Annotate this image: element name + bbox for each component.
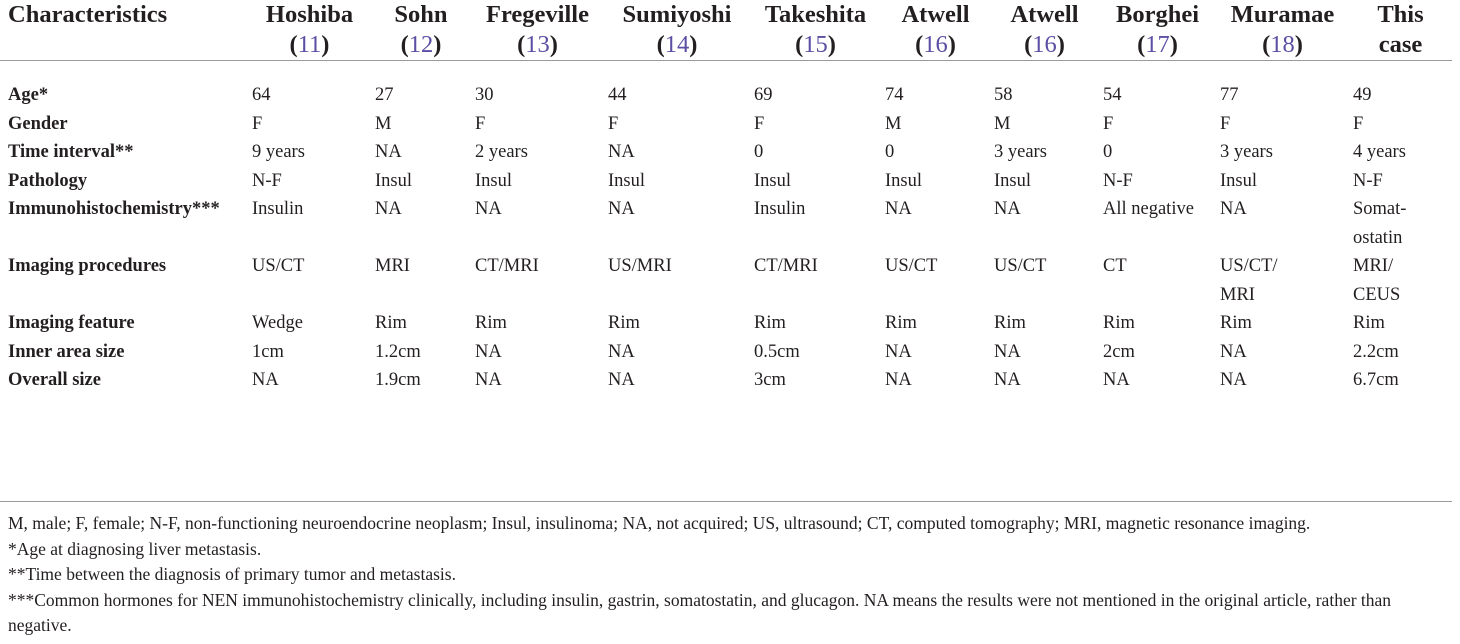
header-this-case: This case: [1349, 0, 1452, 61]
header-sohn: Sohn (12): [371, 0, 471, 61]
table-cell: F: [1103, 113, 1114, 134]
table-cell: 3 years: [1220, 142, 1273, 162]
table-cell: 1.2cm: [375, 341, 421, 362]
table-cell: Insul: [475, 170, 512, 191]
header-takeshita: Takeshita (15): [750, 0, 881, 61]
table-cell: NA: [375, 142, 402, 162]
table-cell: 77: [1220, 85, 1239, 105]
table-row: [0, 138, 1452, 167]
table-row: [0, 366, 1452, 409]
table-cell: Insul: [754, 170, 791, 191]
table-cell: 58: [994, 85, 1013, 105]
reference-link[interactable]: 15: [803, 31, 828, 58]
table-cell: 9 years: [252, 142, 305, 162]
header-atwell-2: Atwell (16): [990, 0, 1099, 61]
reference-link[interactable]: 18: [1270, 31, 1295, 58]
table-cell: US/CT: [885, 256, 938, 276]
table-cell: Somat- ostatin: [1353, 199, 1407, 248]
table-cell: NA: [994, 370, 1021, 390]
table-cell: 54: [1103, 85, 1122, 105]
header-muramae: Muramae (18): [1216, 0, 1349, 61]
table-cell: 0: [754, 142, 764, 162]
table-cell: NA: [608, 199, 635, 219]
reference-link[interactable]: 16: [1032, 31, 1057, 58]
table-cell: US/CT/ MRI: [1220, 256, 1278, 305]
table-cell: CT: [1103, 256, 1127, 276]
row-label: Overall size: [8, 370, 101, 390]
row-label: Age*: [8, 85, 49, 105]
table-cell: 44: [608, 85, 627, 105]
table-cell: NA: [475, 370, 502, 390]
table-cell: NA: [885, 199, 912, 219]
table-cell: NA: [475, 199, 502, 219]
table-cell: NA: [1220, 199, 1247, 219]
footnote-time-interval: **Time between the diagnosis of primary tumor and metastasis.: [8, 564, 456, 584]
table-cell: Rim: [754, 313, 786, 333]
table-cell: F: [754, 113, 765, 134]
table-cell: All negative: [1103, 199, 1194, 219]
header-row: [0, 0, 1452, 61]
table-cell: US/CT: [252, 256, 305, 276]
table-cell: NA: [885, 341, 912, 362]
table-cell: M: [994, 113, 1011, 134]
table-row: [0, 61, 1452, 110]
table-cell: N-F: [1353, 170, 1383, 191]
row-label: Inner area size: [8, 341, 125, 362]
table-body: [0, 61, 1452, 409]
table-cell: Insulin: [252, 199, 304, 219]
table-cell: 2.2cm: [1353, 341, 1399, 362]
table-row: [0, 309, 1452, 338]
table-cell: M: [885, 113, 902, 134]
table-cell: NA: [1220, 370, 1247, 390]
table-cell: 2 years: [475, 142, 528, 162]
table-cell: NA: [608, 142, 635, 162]
table-cell: Insulin: [754, 199, 806, 219]
footnote-age: *Age at diagnosing liver metastasis.: [8, 538, 262, 559]
table-cell: F: [608, 113, 619, 134]
row-label: Gender: [8, 113, 68, 134]
table-cell: 3cm: [754, 370, 786, 390]
table-cell: NA: [252, 370, 279, 390]
table-cell: 74: [885, 85, 904, 105]
table-footnotes: [8, 511, 1452, 639]
table-cell: NA: [994, 199, 1021, 219]
table-cell: 6.7cm: [1353, 370, 1399, 390]
table-cell: CT/MRI: [475, 256, 539, 276]
table-cell: NA: [608, 370, 635, 390]
table-cell: Insul: [885, 170, 922, 191]
table-cell: 64: [252, 85, 271, 105]
table-cell: Rim: [994, 313, 1026, 333]
reference-link[interactable]: 14: [664, 31, 690, 58]
table-cell: 69: [754, 85, 773, 105]
table-cell: MRI: [375, 256, 410, 276]
row-label: Time interval**: [8, 142, 134, 162]
table-cell: 4 years: [1353, 142, 1406, 162]
table-cell: 0: [885, 142, 895, 162]
table-row: [0, 167, 1452, 196]
table-cell: US/MRI: [608, 256, 672, 276]
footnote-abbreviations: M, male; F, female; N-F, non-functioning neuroendocrine neoplasm; Insul, insulinoma; NA, not acquired; US, ultrasound; CT, computed tomography; MRI, magnetic resonance imaging.: [8, 513, 1311, 533]
table-cell: M: [375, 113, 392, 134]
table-cell: CT/MRI: [754, 256, 818, 276]
table-cell: F: [1353, 113, 1364, 134]
table-cell: F: [1220, 113, 1231, 134]
table-cell: Rim: [1103, 313, 1135, 333]
table-cell: N-F: [252, 170, 282, 191]
row-label: Immunohistochemistry***: [8, 199, 220, 219]
table-cell: 1.9cm: [375, 370, 421, 390]
table-cell: NA: [1103, 370, 1130, 390]
table-row: [0, 195, 1452, 252]
table-cell: F: [252, 113, 263, 134]
header-sumiyoshi: Sumiyoshi (14): [604, 0, 750, 61]
table-cell: NA: [885, 370, 912, 390]
table-cell: 0: [1103, 142, 1113, 162]
reference-link[interactable]: 16: [923, 31, 948, 58]
table-cell: 0.5cm: [754, 341, 800, 362]
header-fregeville: Fregeville (13): [471, 0, 604, 61]
table-cell: NA: [375, 199, 402, 219]
header-characteristics: Characteristics: [0, 0, 248, 61]
reference-link[interactable]: 11: [297, 31, 322, 58]
table-row: [0, 252, 1452, 309]
table-cell: Insul: [608, 170, 645, 191]
table-cell: NA: [994, 341, 1021, 362]
table-cell: Wedge: [252, 313, 303, 333]
header-atwell-1: Atwell (16): [881, 0, 990, 61]
table-cell: US/CT: [994, 256, 1047, 276]
table-cell: MRI/ CEUS: [1353, 256, 1401, 305]
table-cell: 2cm: [1103, 341, 1135, 362]
table-cell: 1cm: [252, 341, 284, 362]
table-cell: NA: [1220, 341, 1247, 362]
table-cell: 3 years: [994, 142, 1047, 162]
header-hoshiba: Hoshiba (11): [248, 0, 371, 61]
header-borghei: Borghei (17): [1099, 0, 1216, 61]
table-cell: F: [475, 113, 486, 134]
reference-link[interactable]: 17: [1145, 31, 1170, 58]
table-cell: Rim: [1353, 313, 1385, 333]
table-cell: Rim: [375, 313, 407, 333]
row-label: Pathology: [8, 170, 88, 191]
table-cell: Insul: [994, 170, 1031, 191]
table-cell: NA: [608, 341, 635, 362]
reference-link[interactable]: 12: [408, 31, 434, 58]
table-cell: Rim: [885, 313, 917, 333]
table-cell: Rim: [475, 313, 507, 333]
table-cell: N-F: [1103, 170, 1133, 191]
table-cell: Insul: [1220, 170, 1257, 191]
table-cell: NA: [475, 341, 502, 362]
footnote-immunohistochemistry: ***Common hormones for NEN immunohistochemistry clinically, including insulin, gastrin, somatostatin, and glucagon. NA means the results were not mentioned in the original article, rather than negative.: [8, 589, 1392, 635]
table-cell: Rim: [1220, 313, 1252, 333]
table-cell: Rim: [608, 313, 640, 333]
table-cell: Insul: [375, 170, 412, 191]
table-cell: 49: [1353, 85, 1372, 105]
table-cell: 30: [475, 85, 494, 105]
table-row: [0, 338, 1452, 367]
table-cell: 27: [375, 85, 394, 105]
reference-link[interactable]: 13: [525, 31, 550, 58]
footnote-divider: [0, 501, 1452, 502]
row-label: Imaging procedures: [8, 256, 167, 276]
table-row: [0, 110, 1452, 139]
row-label: Imaging feature: [8, 313, 135, 333]
